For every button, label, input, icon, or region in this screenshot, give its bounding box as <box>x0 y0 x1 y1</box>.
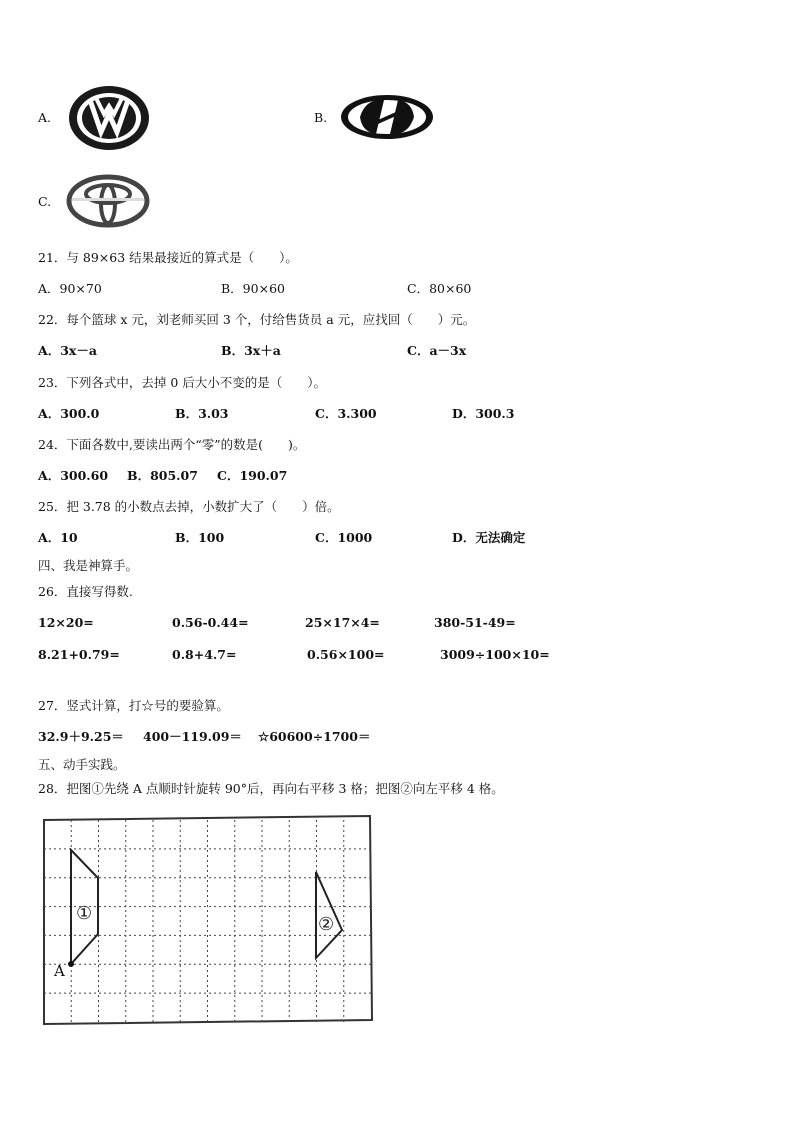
question-23-stem: 23．下列各式中，去掉 0 后大小不变的是（ ）。 <box>38 375 327 390</box>
section-4-heading: 四、我是神算手。 <box>38 558 139 573</box>
q27-item: 400－119.09＝ <box>143 729 242 744</box>
q25-option-c[interactable]: C．1000 <box>315 530 373 545</box>
point-a-label: A <box>54 962 65 980</box>
option-c-label: C. <box>38 194 52 209</box>
option-b-label: B. <box>314 110 328 125</box>
question-28-stem: 28．把图①先绕 A 点顺时针旋转 90°后，再向右平移 3 格；把图②向左平移 4 格。 <box>38 781 504 796</box>
q24-option-c[interactable]: C．190.07 <box>217 468 288 483</box>
q23-option-a[interactable]: A．300.0 <box>38 406 100 421</box>
shape-2-label: ② <box>318 914 335 935</box>
question-21-stem: 21．与 89×63 结果最接近的算式是（ ）。 <box>38 250 298 265</box>
q27-item: 32.9＋9.25＝ <box>38 729 124 744</box>
q26-item: 0.56-0.44= <box>172 615 249 630</box>
q26-item: 8.21+0.79= <box>38 647 120 662</box>
q22-option-c[interactable]: C．a－3x <box>407 343 467 358</box>
q23-option-d[interactable]: D．300.3 <box>452 406 515 421</box>
toyota-logo <box>66 174 150 232</box>
question-27-stem: 27．竖式计算，打☆号的要验算。 <box>38 698 229 713</box>
question-26-stem: 26．直接写得数. <box>38 584 133 599</box>
q22-option-a[interactable]: A．3x－a <box>38 343 97 358</box>
q25-option-a[interactable]: A．10 <box>38 530 78 545</box>
point-a-dot <box>68 961 74 967</box>
q21-option-a[interactable]: A．90×70 <box>38 281 102 296</box>
question-22-stem: 22．每个篮球 x 元，刘老师买回 3 个，付给售货员 a 元，应找回（ ）元。 <box>38 312 476 327</box>
q26-item: 0.8+4.7= <box>172 647 237 662</box>
question-24-stem: 24．下面各数中,要读出两个“零”的数是( )。 <box>38 437 306 452</box>
q25-option-b[interactable]: B．100 <box>175 530 225 545</box>
q25-option-d[interactable]: D．无法确定 <box>452 530 526 545</box>
q26-item: 0.56×100= <box>307 647 385 662</box>
volkswagen-logo <box>66 84 152 156</box>
hyundai-logo <box>338 92 436 146</box>
q24-option-b[interactable]: B．805.07 <box>127 468 198 483</box>
q21-option-c[interactable]: C．80×60 <box>407 281 472 296</box>
question-25-stem: 25．把 3.78 的小数点去掉，小数扩大了（ ）倍。 <box>38 499 340 514</box>
grid-svg <box>42 814 374 1026</box>
q21-option-b[interactable]: B．90×60 <box>221 281 285 296</box>
q26-item: 12×20= <box>38 615 94 630</box>
q22-option-b[interactable]: B．3x＋a <box>221 343 281 358</box>
grid-figure <box>42 814 374 1030</box>
option-a-label: A. <box>38 110 52 125</box>
q24-option-a[interactable]: A．300.60 <box>38 468 109 483</box>
q23-option-c[interactable]: C．3.300 <box>315 406 377 421</box>
q26-item: 3009÷100×10= <box>440 647 550 662</box>
shape-1-label: ① <box>76 903 93 924</box>
q23-option-b[interactable]: B．3.03 <box>175 406 229 421</box>
q26-item: 380-51-49= <box>434 615 516 630</box>
section-5-heading: 五、动手实践。 <box>38 757 126 772</box>
q27-item: ☆60600÷1700＝ <box>258 729 371 744</box>
q26-item: 25×17×4= <box>305 615 380 630</box>
